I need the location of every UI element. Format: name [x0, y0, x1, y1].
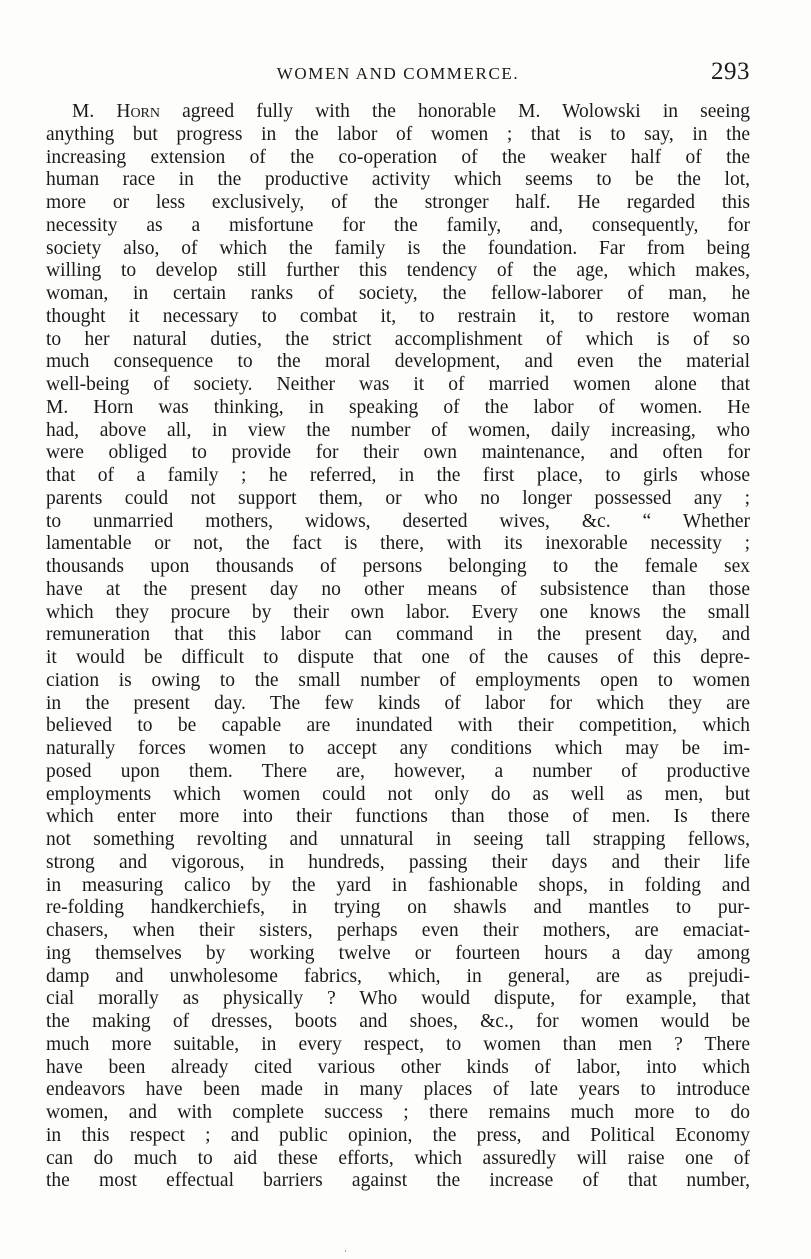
- text-line: anything but progress in the labor of women ; that is to say, in the: [46, 123, 750, 145]
- text-line: re-folding handkerchiefs, in trying on shawls and mantles to pur-: [46, 897, 750, 919]
- text-line: to unmarried mothers, widows, deserted wives, &c. “ Whether: [46, 510, 750, 532]
- text-line: endeavors have been made in many places of late years to introduce: [46, 1079, 750, 1101]
- text-line: were obliged to provide for their own maintenance, and often for: [46, 442, 750, 464]
- running-head: [46, 58, 750, 92]
- text-line: strong and vigorous, in hundreds, passing their days and their life: [46, 851, 750, 873]
- text-line: thought it necessary to combat it, to restrain it, to restore woman: [46, 305, 750, 327]
- text-line: naturally forces women to accept any conditions which may be im-: [46, 738, 750, 759]
- text-line: posed upon them. There are, however, a number of productive: [46, 760, 750, 782]
- text-line: cial morally as physically ? Who would dispute, for example, that: [46, 988, 750, 1010]
- text-line: lamentable or not, the fact is there, with its inexorable necessity ;: [46, 533, 750, 555]
- text-line: believed to be capable are inundated with their competition, which: [46, 715, 750, 737]
- text-line: society also, of which the family is the foundation. Far from being: [46, 237, 750, 259]
- text-line: employments which women could not only do as well as men, but: [46, 783, 750, 805]
- text-line: can do much to aid these efforts, which assuredly will raise one of: [46, 1147, 750, 1169]
- text-line: remuneration that this labor can command in the present day, and: [46, 624, 750, 646]
- text-line: necessity as a misfortune for the family, and, consequently, for: [46, 214, 750, 236]
- text-line: much consequence to the moral development, and even the material: [46, 351, 750, 373]
- text-line: woman, in certain ranks of society, the fellow-laborer of man, he: [46, 283, 750, 304]
- text-line: well-being of society. Neither was it of married women alone that: [46, 374, 750, 395]
- text-line: have at the present day no other means of subsistence than those: [46, 578, 750, 600]
- text-line: ciation is owing to the small number of employments open to women: [46, 669, 750, 691]
- text-line: had, above all, in view the number of women, daily increasing, who: [46, 419, 750, 441]
- text-line: women, and with complete success ; there remains much more to do: [46, 1102, 750, 1123]
- text-line: parents could not support them, or who no longer possessed any ;: [46, 487, 750, 509]
- text-line: which enter more into their functions than those of men. Is there: [46, 806, 750, 828]
- text-line: chasers, when their sisters, perhaps even their mothers, are emaciat-: [46, 920, 750, 941]
- body-paragraph: [46, 101, 750, 1193]
- text-line: that of a family ; he referred, in the first place, to girls whose: [46, 465, 750, 486]
- text-line: to her natural duties, the strict accomplishment of which is of so: [46, 328, 750, 350]
- text-line: the making of dresses, boots and shoes, &c., for women would be: [46, 1011, 750, 1032]
- first-line-text: agreed fully with the honorable M. Wolowski in seeing: [160, 101, 750, 122]
- text-line: which they procure by their own labor. Every one knows the small: [46, 601, 750, 623]
- page-number: 293: [711, 58, 750, 85]
- text-line: human race in the productive activity which seems to be the lot,: [46, 169, 750, 191]
- text-line: have been already cited various other kinds of labor, into which: [46, 1056, 750, 1078]
- text-line: willing to develop still further this tendency of the age, which makes,: [46, 260, 750, 282]
- text-line: more or less exclusively, of the stronger half. He regarded this: [46, 192, 750, 213]
- text-line: it would be difficult to dispute that one of the causes of this depre-: [46, 647, 750, 668]
- running-title: WOMEN AND COMMERCE.: [276, 64, 520, 83]
- print-speck: ·: [344, 1246, 347, 1256]
- text-line: damp and unwholesome fabrics, which, in general, are as prejudi-: [46, 965, 750, 987]
- text-line: in this respect ; and public opinion, the press, and Political Economy: [46, 1124, 750, 1146]
- text-line: not something revolting and unnatural in seeing tall strapping fellows,: [46, 829, 750, 850]
- text-line: in the present day. The few kinds of labor for which they are: [46, 692, 750, 714]
- text-line: much more suitable, in every respect, to women than men ? There: [46, 1033, 750, 1055]
- text-line: the most effectual barriers against the increase of that number,: [46, 1170, 750, 1192]
- text-line: increasing extension of the co-operation of the weaker half of the: [46, 146, 750, 168]
- text-line: thousands upon thousands of persons belonging to the female sex: [46, 556, 750, 577]
- text-line: in measuring calico by the yard in fashionable shops, in folding and: [46, 874, 750, 896]
- text-line-1: [46, 101, 750, 124]
- speaker-name: M. Horn: [72, 101, 160, 122]
- text-line: M. Horn was thinking, in speaking of the labor of women. He: [46, 396, 750, 418]
- text-line: ing themselves by working twelve or fourteen hours a day among: [46, 942, 750, 964]
